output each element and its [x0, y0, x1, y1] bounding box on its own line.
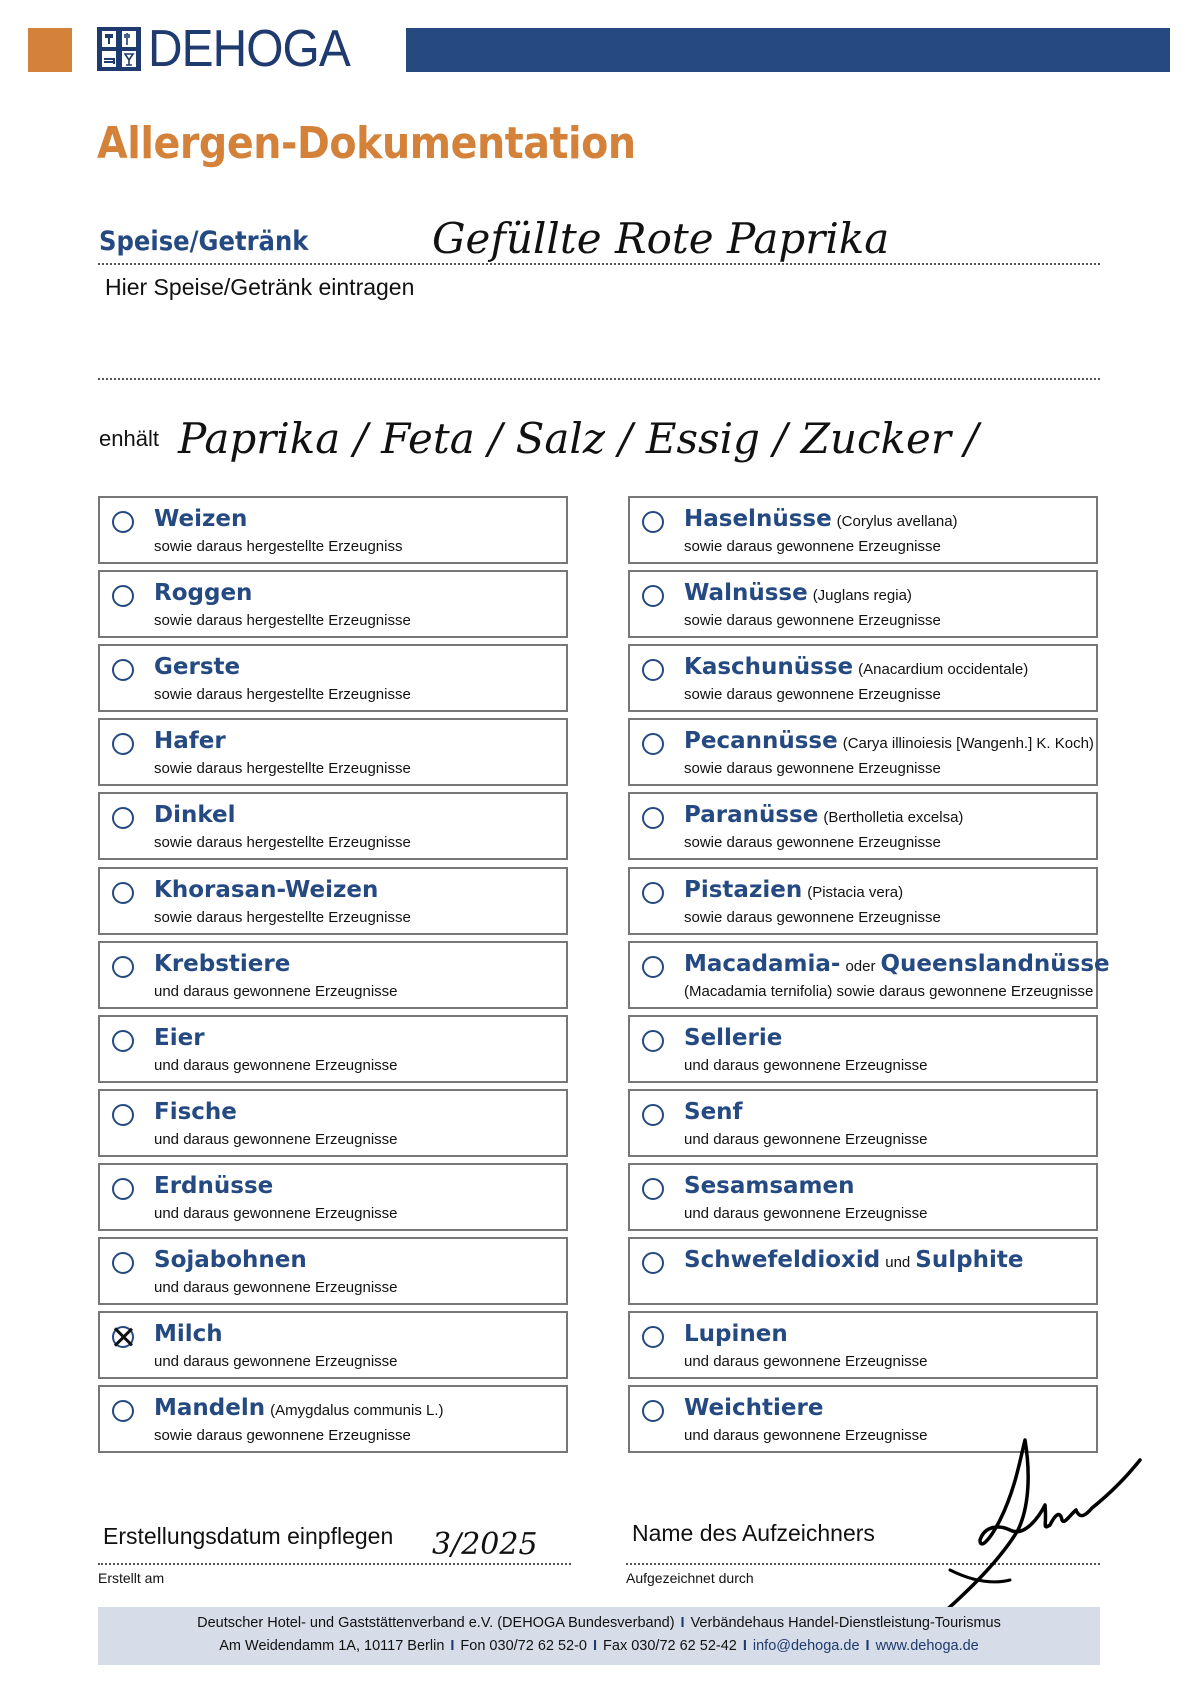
allergen-checkbox[interactable] [112, 1104, 134, 1126]
allergen-item-macadamia[interactable] [628, 941, 1110, 1009]
allergen-heading [684, 802, 963, 828]
brand-color-block [28, 28, 72, 72]
allergen-item-kaschunüsse[interactable] [628, 644, 1098, 712]
allergen-heading [154, 877, 378, 903]
dehoga-logo [96, 20, 367, 78]
allergen-heading [154, 1395, 444, 1421]
allergen-checkbox[interactable] [642, 1178, 664, 1200]
allergen-name: Eier [154, 1024, 205, 1051]
allergen-description: sowie daraus hergestellte Erzeugniss [154, 538, 403, 555]
footer-separator: I [593, 1638, 598, 1654]
allergen-description: und daraus gewonnene Erzeugnisse [684, 1130, 928, 1148]
allergen-scientific-name: oder [845, 957, 876, 975]
footer [98, 1607, 1100, 1665]
recorder-caption: Aufgezeichnet durch [626, 1570, 754, 1586]
allergen-checkbox[interactable] [112, 1252, 134, 1274]
allergen-checkbox[interactable] [112, 1178, 134, 1200]
allergen-item-krebstiere[interactable] [98, 941, 568, 1009]
allergen-item-haselnüsse[interactable] [628, 496, 1098, 564]
allergen-scientific-name: (Juglans regia) [812, 587, 912, 605]
allergen-name: Sesamsamen [684, 1172, 855, 1199]
allergen-heading [154, 1321, 223, 1347]
allergen-item-fische[interactable] [98, 1089, 568, 1157]
allergen-heading [154, 728, 226, 754]
allergen-heading [684, 1247, 1023, 1273]
allergen-checkbox[interactable] [642, 733, 664, 755]
allergen-heading [154, 1247, 307, 1273]
allergen-checkbox[interactable] [642, 585, 664, 607]
allergen-description: und daraus gewonnene Erzeugnisse [684, 1353, 928, 1371]
contains-handwritten-value[interactable]: Paprika / Feta / Salz / Essig / Zucker / [178, 414, 979, 463]
allergen-description: sowie daraus hergestellte Erzeugnisse [154, 612, 411, 630]
allergen-heading [684, 728, 1094, 754]
allergen-checkbox[interactable] [112, 956, 134, 978]
allergen-name: Weizen [154, 506, 248, 532]
allergen-name: Fische [154, 1098, 237, 1125]
allergen-description: sowie daraus hergestellte Erzeugnisse [154, 834, 411, 852]
allergen-checkbox[interactable] [642, 956, 664, 978]
allergen-description: sowie daraus hergestellte Erzeugnisse [154, 908, 411, 926]
allergen-description: sowie daraus gewonnene Erzeugnisse [684, 908, 941, 926]
allergen-heading [684, 1321, 788, 1347]
allergen-description: und daraus gewonnene Erzeugnisse [154, 1056, 398, 1074]
dish-hint: Hier Speise/Getränk eintragen [105, 274, 415, 300]
allergen-description: sowie daraus hergestellte Erzeugnisse [154, 686, 411, 704]
allergen-description: und daraus gewonnene Erzeugnisse [684, 1427, 928, 1445]
allergen-description: und daraus gewonnene Erzeugnisse [154, 1204, 398, 1222]
footer-separator: I [450, 1638, 455, 1654]
allergen-description: und daraus gewonnene Erzeugnisse [154, 1353, 398, 1371]
document-title: Allergen-Dokumentation [97, 118, 636, 169]
allergen-name: Dinkel [154, 802, 236, 829]
allergen-heading [684, 654, 1028, 680]
allergen-item-weizen[interactable] [98, 496, 568, 564]
allergen-checkbox[interactable] [642, 1252, 664, 1274]
allergen-heading [154, 802, 236, 828]
allergen-heading [154, 1173, 273, 1199]
allergen-description: und daraus gewonnene Erzeugnisse [154, 982, 398, 1000]
allergen-scientific-name: (Bertholletia excelsa) [823, 809, 964, 827]
allergen-item-khorasan-weizen[interactable] [98, 867, 568, 935]
allergen-name: Walnüsse [684, 580, 808, 607]
header-bar [406, 28, 1170, 72]
contains-label: enhält [99, 426, 159, 451]
footer-org: Deutscher Hotel- und Gaststättenverband e.V. (DEHOGA Bundesverband) [197, 1615, 675, 1631]
allergen-name: Mandeln [154, 1395, 266, 1422]
allergen-item-lupinen[interactable] [628, 1311, 1098, 1379]
footer-fax: Fax 030/72 62 52-42 [603, 1638, 737, 1654]
allergen-checkbox[interactable] [642, 1030, 664, 1052]
allergen-checkbox[interactable] [642, 807, 664, 829]
allergen-name: Krebstiere [154, 950, 291, 977]
allergen-name-secondary: Queenslandnüsse [880, 950, 1110, 977]
allergen-name: Milch [154, 1321, 223, 1348]
allergen-name: Kaschunüsse [684, 654, 854, 681]
allergen-checkbox[interactable] [642, 1104, 664, 1126]
allergen-name: Lupinen [684, 1321, 788, 1348]
allergen-name: Sojabohnen [154, 1247, 307, 1273]
allergen-name: Weichtiere [684, 1395, 824, 1422]
allergen-item-schwefeldioxid[interactable] [628, 1237, 1098, 1305]
allergen-item-erdnüsse[interactable] [98, 1163, 568, 1231]
allergen-scientific-name: und [885, 1254, 911, 1271]
allergen-description: sowie daraus gewonnene Erzeugnisse [684, 612, 941, 630]
allergen-name: Hafer [154, 728, 226, 755]
allergen-name: Paranüsse [684, 802, 819, 829]
allergen-scientific-name: (Corylus avellana) [836, 513, 958, 530]
allergen-item-senf[interactable] [628, 1089, 1098, 1157]
allergen-description: sowie daraus hergestellte Erzeugnisse [154, 760, 411, 778]
allergen-scientific-name: (Amygdalus communis L.) [270, 1402, 444, 1420]
allergen-name: Macadamia- [684, 950, 841, 977]
footer-email-link[interactable]: info@dehoga.de [752, 1638, 860, 1654]
allergen-checkbox[interactable] [112, 882, 134, 904]
allergen-checkbox[interactable] [642, 659, 664, 681]
date-line [98, 1563, 571, 1565]
allergen-heading [684, 1025, 782, 1051]
allergen-item-sesamsamen[interactable] [628, 1163, 1098, 1231]
allergen-name: Gerste [154, 654, 241, 681]
allergen-item-pecannüsse[interactable] [628, 718, 1098, 786]
allergen-description: sowie daraus gewonnene Erzeugnisse [154, 1427, 411, 1445]
allergen-item-sojabohnen[interactable] [98, 1237, 568, 1305]
footer-separator: I [680, 1615, 685, 1631]
dish-line [98, 263, 1100, 265]
allergen-checkbox[interactable] [642, 1326, 664, 1348]
allergen-checkbox[interactable] [112, 585, 134, 607]
dish-handwritten-value[interactable]: Gefüllte Rote Paprika [432, 214, 890, 263]
recorder-label: Name des Aufzeichners [632, 1520, 875, 1546]
signature-image [930, 1430, 1150, 1630]
footer-separator: I [865, 1638, 870, 1654]
allergen-item-paranüsse[interactable] [628, 792, 1098, 860]
allergen-heading [684, 877, 903, 903]
footer-building: Verbändehaus Handel-Dienstleistung-Tourismus [690, 1615, 1001, 1631]
allergen-heading [154, 654, 240, 680]
allergen-checkbox[interactable] [112, 511, 134, 533]
allergen-description: sowie daraus gewonnene Erzeugnisse [684, 686, 941, 704]
allergen-checkbox[interactable] [112, 807, 134, 829]
allergen-checkbox[interactable] [112, 733, 134, 755]
allergen-name: Senf [684, 1098, 743, 1125]
allergen-scientific-name: (Pistacia vera) [807, 883, 904, 901]
dish-label: Speise/Getränk [99, 226, 309, 257]
allergen-item-eier[interactable] [98, 1015, 568, 1083]
allergen-checkbox[interactable] [642, 511, 664, 533]
footer-address: Am Weidendamm 1A, 10117 Berlin [219, 1638, 445, 1654]
allergen-item-mandeln[interactable] [98, 1385, 568, 1453]
allergen-name: Khorasan-Weizen [154, 876, 379, 903]
allergen-checkbox[interactable] [112, 659, 134, 681]
allergen-name-secondary: Sulphite [915, 1247, 1024, 1273]
allergen-scientific-name: (Anacardium occidentale) [858, 661, 1029, 679]
logo-mark-icon [96, 26, 142, 72]
allergen-heading [684, 951, 1110, 977]
allergen-heading [684, 1395, 823, 1421]
allergen-item-sellerie[interactable] [628, 1015, 1098, 1083]
allergen-heading [154, 580, 252, 606]
allergen-item-hafer[interactable] [98, 718, 568, 786]
allergen-name: Sellerie [684, 1024, 783, 1051]
allergen-checkbox[interactable] [642, 882, 664, 904]
allergen-name: Haselnüsse [684, 506, 832, 532]
footer-phone: Fon 030/72 62 52-0 [460, 1638, 587, 1654]
footer-line-2 [98, 1638, 1100, 1654]
date-handwritten-value[interactable]: 3/2025 [432, 1527, 538, 1562]
allergen-item-walnüsse[interactable] [628, 570, 1098, 638]
allergen-name: Roggen [154, 580, 253, 607]
allergen-item-dinkel[interactable] [98, 792, 568, 860]
allergen-heading [154, 506, 247, 532]
allergen-heading [684, 1173, 855, 1199]
footer-separator: I [742, 1638, 747, 1654]
allergen-description: sowie daraus gewonnene Erzeugnisse [684, 538, 941, 555]
allergen-item-gerste[interactable] [98, 644, 568, 712]
allergen-checkbox[interactable] [112, 1030, 134, 1052]
allergen-name: Pistazien [684, 876, 803, 903]
allergen-description: sowie daraus gewonnene Erzeugnisse [684, 834, 941, 852]
allergen-scientific-name: (Carya illinoiesis [Wangenh.] K. Koch) [842, 735, 1094, 753]
footer-web-link[interactable]: www.dehoga.de [875, 1638, 979, 1654]
allergen-heading [154, 951, 290, 977]
allergen-item-pistazien[interactable] [628, 867, 1098, 935]
allergen-heading [154, 1099, 237, 1125]
allergen-description: und daraus gewonnene Erzeugnisse [684, 1056, 928, 1074]
footer-line-1 [98, 1615, 1100, 1631]
allergen-description: und daraus gewonnene Erzeugnisse [154, 1279, 398, 1296]
allergen-heading [154, 1025, 205, 1051]
allergen-heading [684, 506, 958, 532]
allergen-name: Pecannüsse [684, 728, 838, 755]
allergen-checkbox[interactable] [112, 1326, 134, 1348]
allergen-name: Schwefeldioxid [684, 1247, 881, 1273]
allergen-heading [684, 580, 912, 606]
logo-wordmark: DEHOGA [148, 20, 350, 78]
allergen-description: und daraus gewonnene Erzeugnisse [684, 1204, 928, 1222]
allergen-description: und daraus gewonnene Erzeugnisse [154, 1130, 398, 1148]
allergen-name: Erdnüsse [154, 1172, 274, 1199]
date-caption: Erstellt am [98, 1570, 165, 1586]
allergen-item-milch[interactable] [98, 1311, 568, 1379]
allergen-description: (Macadamia ternifolia) sowie daraus gewonnene Erzeugnisse [684, 982, 1094, 1000]
allergen-item-roggen[interactable] [98, 570, 568, 638]
date-label: Erstellungsdatum einpflegen [103, 1523, 394, 1549]
dish-line-2 [98, 378, 1100, 380]
allergen-checkbox[interactable] [642, 1400, 664, 1422]
allergen-heading [684, 1099, 743, 1125]
allergen-checkbox[interactable] [112, 1400, 134, 1422]
allergen-description: sowie daraus gewonnene Erzeugnisse [684, 760, 941, 778]
